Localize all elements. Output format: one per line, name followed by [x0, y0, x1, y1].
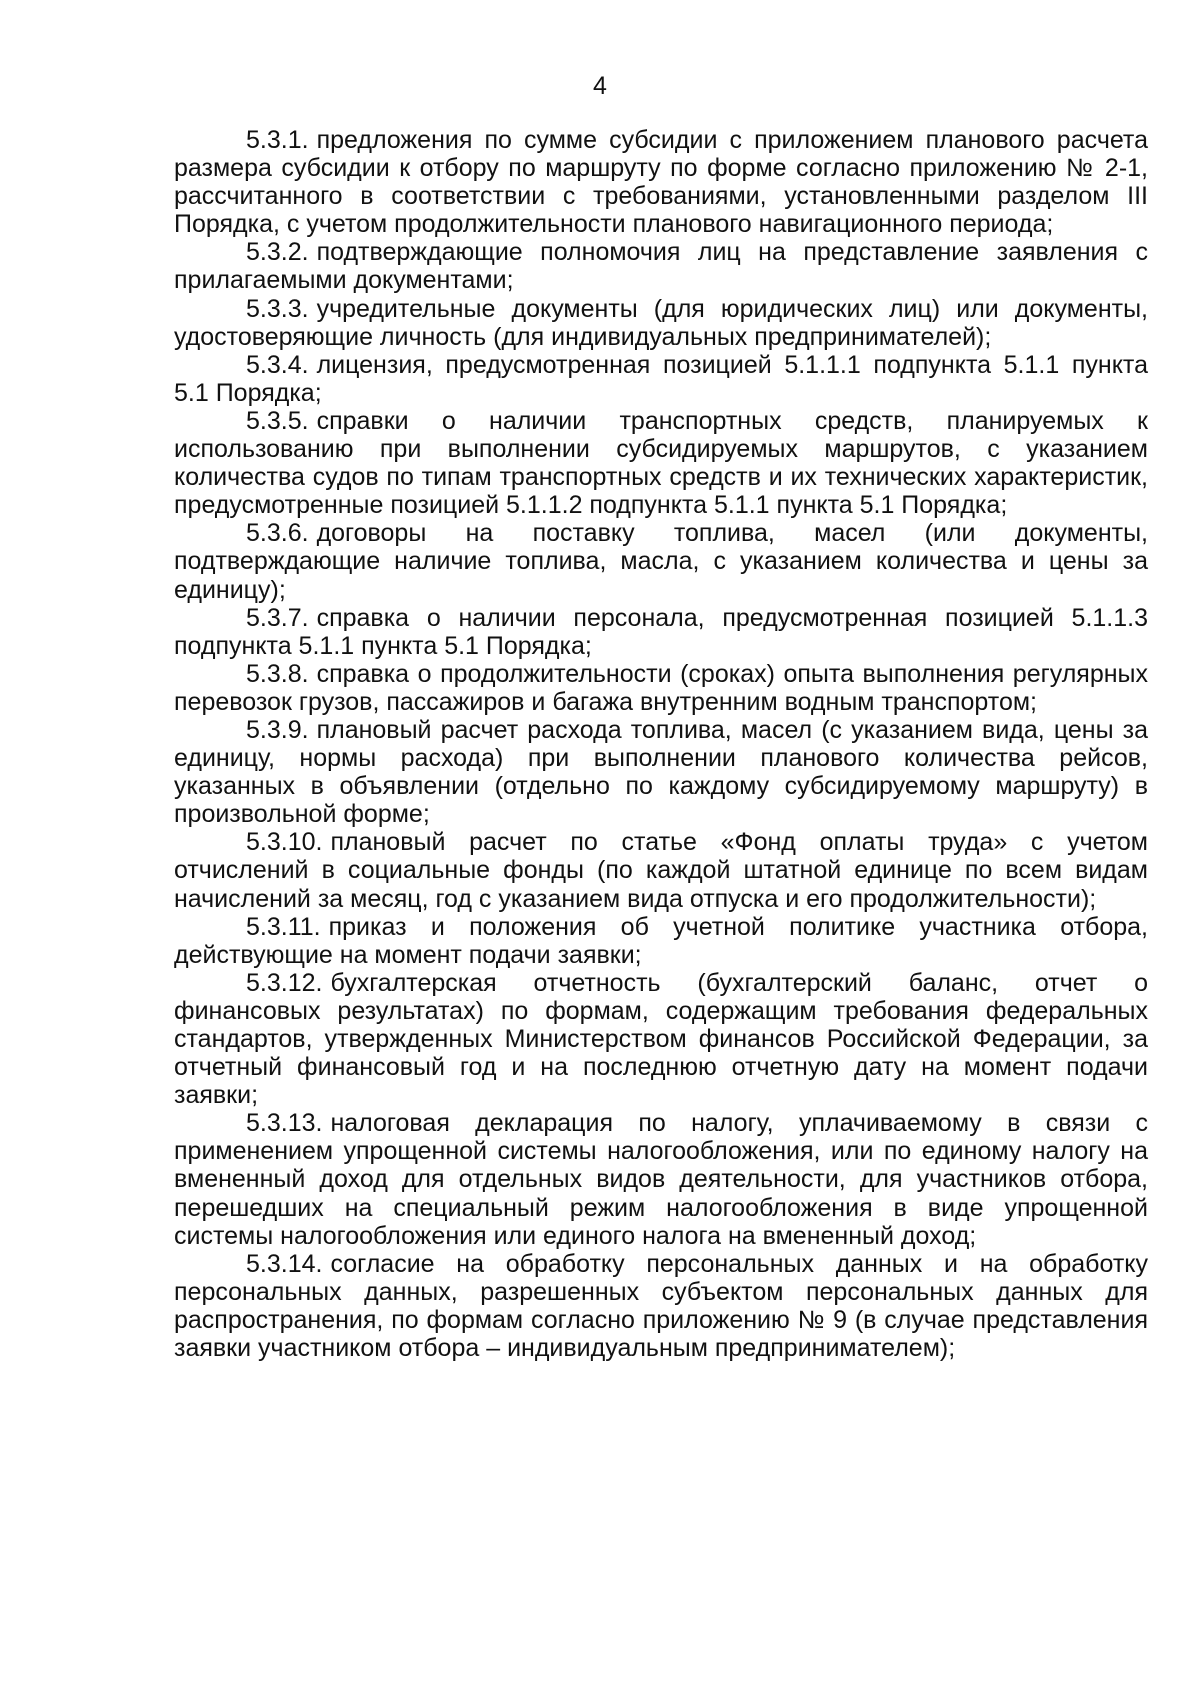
- list-item: [174, 1250, 1148, 1362]
- page-number: 4: [593, 72, 607, 100]
- item-number: 5.3.5.: [246, 406, 309, 435]
- item-number: 5.3.6.: [246, 519, 309, 548]
- list-item: [174, 969, 1148, 1109]
- item-text: учредительные документы (для юридических лиц) или документы, удостоверяющие личность (для индивидуальных предпринимателей);: [174, 294, 1148, 351]
- item-number: 5.3.9.: [246, 715, 309, 744]
- item-text: лицензия, предусмотренная позицией 5.1.1.1 подпункта 5.1.1 пункта 5.1 Порядка;: [174, 350, 1148, 407]
- item-text: бухгалтерская отчетность (бухгалтерский баланс, отчет о финансовых результатах) по формам, содержащим требования федеральных стандартов, утвержденных Министерством финансов Российской Федерации, за отчетный финансовый год и на последнюю отчетную дату на момент подачи заявки;: [174, 968, 1148, 1110]
- item-number: 5.3.8.: [246, 659, 309, 688]
- item-text: подтверждающие полномочия лиц на представление заявления с прилагаемыми документами;: [174, 238, 1148, 295]
- list-item: [174, 1109, 1148, 1249]
- item-number: 5.3.13.: [246, 1109, 323, 1138]
- item-text: справка о наличии персонала, предусмотренная позицией 5.1.1.3 подпункта 5.1.1 пункта 5.1 Порядка;: [174, 603, 1148, 660]
- document-body: [174, 126, 1148, 1362]
- item-text: плановый расчет по статье «Фонд оплаты труда» с учетом отчислений в социальные фонды (по каждой штатной единице по всем видам начислений за месяц, год с указанием вида отпуска и его продолжительности);: [174, 828, 1148, 913]
- list-item: [174, 351, 1148, 407]
- item-text: предложения по сумме субсидии с приложением планового расчета размера субсидии к отбору по маршруту по форме согласно приложению № 2-1, рассчитанного в соответствии с требованиями, установленными разделом III Порядка, с учетом продолжительности планового навигационного периода;: [174, 126, 1148, 239]
- item-text: приказ и положения об учетной политике участника отбора, действующие на момент подачи заявки;: [174, 912, 1148, 969]
- item-number: 5.3.1.: [246, 126, 309, 154]
- list-item: [174, 519, 1148, 603]
- list-item: [174, 126, 1148, 238]
- item-number: 5.3.2.: [246, 238, 309, 267]
- item-number: 5.3.7.: [246, 603, 309, 632]
- item-number: 5.3.12.: [246, 968, 323, 997]
- item-text: договоры на поставку топлива, масел (или документы, подтверждающие наличие топлива, масла, с указанием количества и цены за единицу);: [174, 519, 1148, 604]
- list-item: [174, 828, 1148, 912]
- item-text: согласие на обработку персональных данных и на обработку персональных данных, разрешенных субъектом персональных данных для распространения, по формам согласно приложению № 9 (в случае представления заявки участником отбора – индивидуальным предпринимателем);: [174, 1249, 1148, 1363]
- item-number: 5.3.4.: [246, 350, 309, 379]
- list-item: [174, 295, 1148, 351]
- item-text: плановый расчет расхода топлива, масел (с указанием вида, цены за единицу, нормы расхода) при выполнении планового количества рейсов, указанных в объявлении (отдельно по каждому субсидируемому маршруту) в произвольной форме;: [174, 715, 1148, 829]
- list-item: [174, 238, 1148, 294]
- item-number: 5.3.3.: [246, 294, 309, 323]
- item-number: 5.3.10.: [246, 828, 323, 857]
- item-text: справка о продолжительности (сроках) опыта выполнения регулярных перевозок грузов, пассажиров и багажа внутренним водным транспортом;: [174, 659, 1148, 716]
- list-item: [174, 407, 1148, 519]
- item-number: 5.3.14.: [246, 1249, 323, 1278]
- item-number: 5.3.11.: [246, 912, 321, 941]
- item-text: налоговая декларация по налогу, уплачиваемому в связи с применением упрощенной системы налогообложения, или по единому налогу на вмененный доход для отдельных видов деятельности, для участников отбора, перешедших на специальный режим налогообложения в виде упрощенной системы налогообложения или единого налога на вмененный доход;: [174, 1109, 1148, 1250]
- list-item: [174, 913, 1148, 969]
- item-text: справки о наличии транспортных средств, планируемых к использованию при выполнении субсидируемых маршрутов, с указанием количества судов по типам транспортных средств и их технических характеристик, предусмотренные позицией 5.1.1.2 подпункта 5.1.1 пункта 5.1 Порядка;: [174, 406, 1148, 520]
- list-item: [174, 716, 1148, 828]
- list-item: [174, 604, 1148, 660]
- list-item: [174, 660, 1148, 716]
